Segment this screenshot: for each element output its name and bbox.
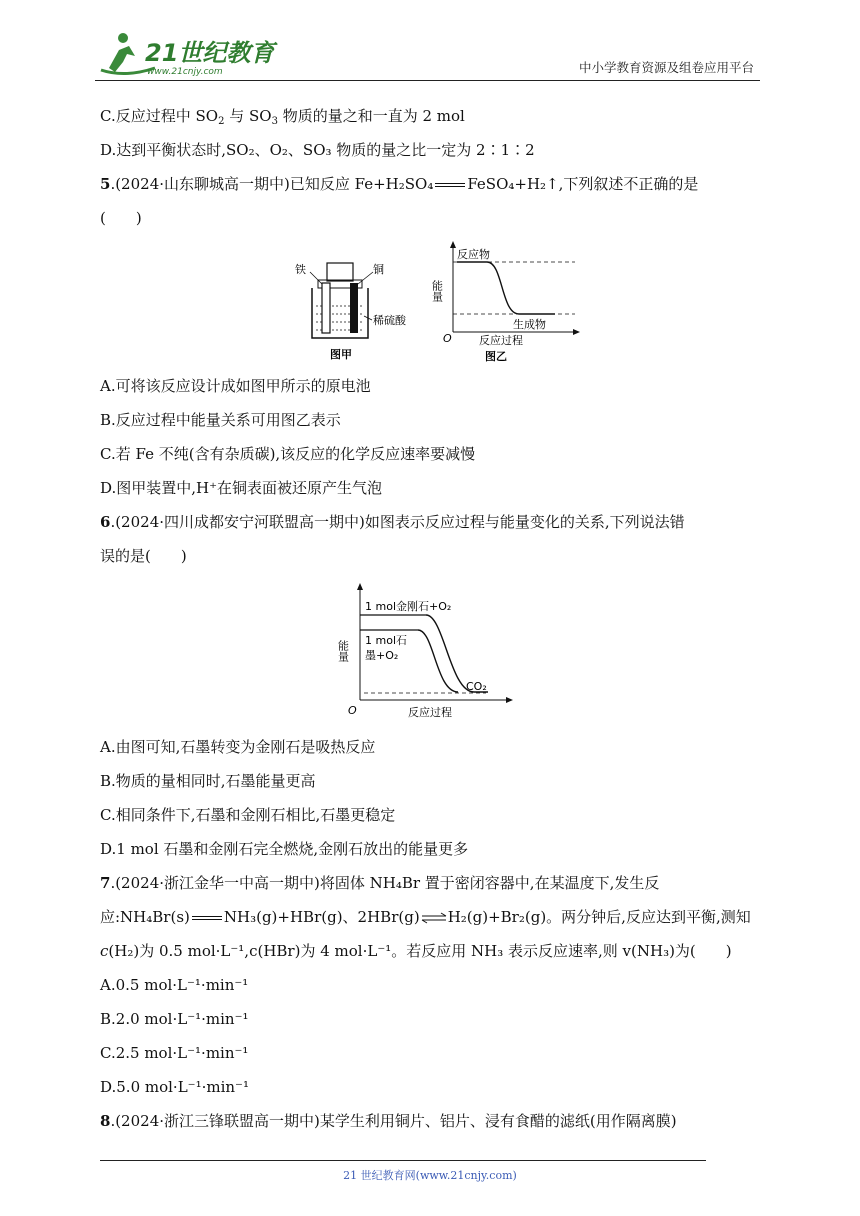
q5-stem: 5.(2024·山东聊城高一期中)已知反应 Fe+H₂SO₄ FeSO₄+H₂↑,下列叙述不正确的是	[100, 175, 699, 193]
graphite-label-2: 墨+O₂	[365, 649, 399, 662]
svg-text:21世纪教育: 21世纪教育	[145, 39, 275, 67]
q6-option-d: D.1 mol 石墨和金刚石完全燃烧,金刚石放出的能量更多	[100, 840, 469, 858]
iron-label: 铁	[295, 263, 306, 276]
q7-option-c: C.2.5 mol·L⁻¹·min⁻¹	[100, 1044, 249, 1062]
acid-label: 稀硫酸	[373, 314, 406, 327]
process-axis-label: 反应过程	[479, 334, 523, 347]
fig-a-caption: 图甲	[330, 348, 352, 361]
q6-stem-2: 误的是( )	[100, 547, 187, 565]
q7-option-d: D.5.0 mol·L⁻¹·min⁻¹	[100, 1078, 249, 1096]
header-platform-text: 中小学教育资源及组卷应用平台	[578, 60, 754, 75]
process-axis-label-q6: 反应过程	[408, 706, 452, 719]
galvanic-cell-figure	[290, 258, 425, 363]
energy-diagram-q6	[338, 582, 518, 724]
svg-text:www.21cnjy.com: www.21cnjy.com	[147, 67, 223, 77]
q6-stem: 6.(2024·四川成都安宁河联盟高一期中)如图表示反应过程与能量变化的关系,下列说法错	[100, 513, 685, 531]
product-label: 生成物	[513, 318, 546, 331]
diamond-label: 1 mol金刚石+O₂	[365, 600, 452, 613]
site-logo	[95, 28, 295, 78]
q7-option-a: A.0.5 mol·L⁻¹·min⁻¹	[100, 976, 249, 994]
co2-label: CO₂	[466, 680, 487, 693]
q7-option-b: B.2.0 mol·L⁻¹·min⁻¹	[100, 1010, 249, 1028]
q5-option-b: B.反应过程中能量关系可用图乙表示	[100, 411, 341, 429]
q6-option-b: B.物质的量相同时,石墨能量更高	[100, 772, 316, 790]
q7-stem: 7.(2024·浙江金华一中高一期中)将固体 NH₄Br 置于密闭容器中,在某温度下,发生反	[100, 874, 660, 892]
q6-option-a: A.由图可知,石墨转变为金刚石是吸热反应	[100, 738, 376, 756]
q5-option-d: D.图甲装置中,H⁺在铜表面被还原产生气泡	[100, 479, 383, 497]
origin-label: O	[443, 332, 452, 345]
copper-label: 铜	[373, 263, 384, 276]
q7-stem-3: c(H₂)为 0.5 mol·L⁻¹,c(HBr)为 4 mol·L⁻¹。若反应用 NH₃ 表示反应速率,则 v(NH₃)为( )	[100, 942, 732, 960]
equals-arrow-icon	[190, 914, 224, 922]
fig-b-caption: 图乙	[485, 350, 507, 363]
energy-diagram-b	[430, 240, 585, 365]
q5-option-a: A.可将该反应设计成如图甲所示的原电池	[100, 377, 371, 395]
footer-link[interactable]: 21 世纪教育网(www.21cnjy.com)	[343, 1169, 517, 1182]
energy-axis-label-q6: 能量	[336, 640, 350, 662]
q6-option-c: C.相同条件下,石墨和金刚石相比,石墨更稳定	[100, 806, 396, 824]
q5-stem-paren: ( )	[100, 209, 142, 227]
reactant-label: 反应物	[457, 248, 490, 261]
energy-axis-label: 能量	[430, 280, 444, 302]
q7-stem-2: 应:NH₄Br(s) NH₃(g)+HBr(g)、2HBr(g) H₂(g)+Br₂(g)。两分钟后,反应达到平衡,测知	[100, 908, 751, 926]
q4-option-c: C.反应过程中 $SO_2$ 与 $SO_3$ 物质的量之和一直为 2 mol	[100, 107, 465, 127]
q8-stem: 8.(2024·浙江三锋联盟高一期中)某学生利用铜片、铝片、浸有食醋的滤纸(用作隔离膜)	[100, 1112, 677, 1130]
origin-label-q6: O	[348, 704, 357, 717]
q5-option-c: C.若 Fe 不纯(含有杂质碳),该反应的化学反应速率要减慢	[100, 445, 476, 463]
reversible-arrow-icon	[420, 913, 448, 923]
graphite-label-1: 1 mol石	[365, 634, 407, 647]
q4-option-d: D.达到平衡状态时,SO₂、O₂、SO₃ 物质的量之比一定为 2∶1∶2	[100, 141, 535, 159]
page-header	[95, 28, 760, 81]
footer-divider	[100, 1160, 706, 1161]
equals-arrow-icon	[433, 181, 467, 189]
